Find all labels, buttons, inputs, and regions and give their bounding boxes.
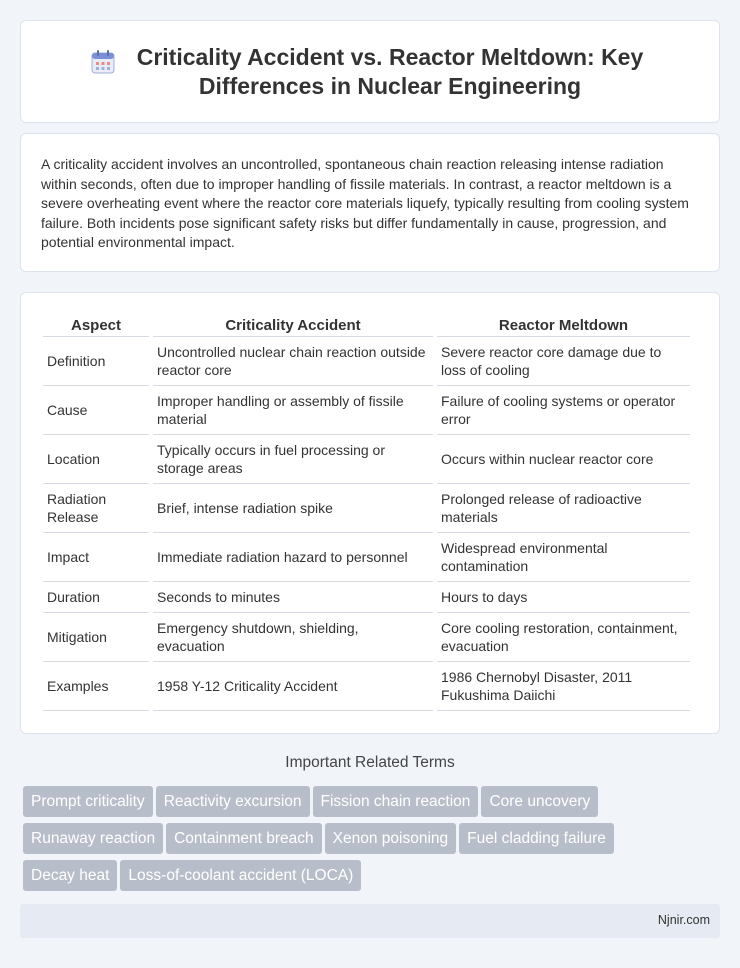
page-title: Criticality Accident vs. Reactor Meltdown: Key Differences in Nuclear Engineering bbox=[136, 43, 644, 99]
related-term-tag[interactable]: Core uncovery bbox=[481, 786, 598, 817]
related-term-tag[interactable]: Fuel cladding failure bbox=[459, 823, 614, 854]
table-row bbox=[43, 582, 690, 613]
table-row bbox=[43, 386, 690, 435]
criticality-cell: Immediate radiation hazard to personnel bbox=[153, 533, 433, 582]
aspect-cell: Impact bbox=[43, 533, 149, 582]
related-term-tag[interactable]: Containment breach bbox=[166, 823, 322, 854]
related-terms-title: Important Related Terms bbox=[285, 754, 455, 771]
meltdown-cell: Prolonged release of radioactive materials bbox=[437, 484, 690, 533]
table-header-row bbox=[43, 313, 690, 337]
aspect-cell: Radiation Release bbox=[43, 484, 149, 533]
table-row bbox=[43, 435, 690, 484]
related-term-tag[interactable]: Prompt criticality bbox=[23, 786, 153, 817]
table-row bbox=[43, 613, 690, 662]
calendar-icon bbox=[90, 49, 116, 75]
header-aspect: Aspect bbox=[43, 313, 149, 337]
aspect-cell: Cause bbox=[43, 386, 149, 435]
meltdown-cell: Occurs within nuclear reactor core bbox=[437, 435, 690, 484]
meltdown-cell: Failure of cooling systems or operator error bbox=[437, 386, 690, 435]
criticality-cell: Improper handling or assembly of fissile material bbox=[153, 386, 433, 435]
header-criticality: Criticality Accident bbox=[153, 313, 433, 337]
table-row bbox=[43, 662, 690, 711]
meltdown-cell: 1986 Chernobyl Disaster, 2011 Fukushima Daiichi bbox=[437, 662, 690, 711]
comparison-table bbox=[39, 313, 694, 711]
aspect-cell: Examples bbox=[43, 662, 149, 711]
criticality-cell: Typically occurs in fuel processing or storage areas bbox=[153, 435, 433, 484]
criticality-cell: Uncontrolled nuclear chain reaction outside reactor core bbox=[153, 337, 433, 386]
aspect-cell: Duration bbox=[43, 582, 149, 613]
related-terms-list bbox=[23, 786, 723, 897]
meltdown-cell: Hours to days bbox=[437, 582, 690, 613]
criticality-cell: 1958 Y-12 Criticality Accident bbox=[153, 662, 433, 711]
footer-brand[interactable]: Njnir.com bbox=[657, 913, 710, 927]
intro-card bbox=[20, 133, 720, 272]
header-meltdown: Reactor Meltdown bbox=[437, 313, 690, 337]
header-card bbox=[20, 20, 720, 123]
intro-paragraph: A criticality accident involves an uncontrolled, spontaneous chain reaction releasing intense radiation within seconds, often due to improper handling of fissile materials. In contrast, a reactor meltdown is a severe overheating event where the reactor core materials liquefy, typically resulting from cooling system failure. Both incidents pose significant safety risks but differ fundamentally in cause, progression, and potential environmental impact. bbox=[41, 156, 689, 250]
aspect-cell: Location bbox=[43, 435, 149, 484]
aspect-cell: Definition bbox=[43, 337, 149, 386]
aspect-cell: Mitigation bbox=[43, 613, 149, 662]
comparison-card bbox=[20, 292, 720, 734]
footer-bar bbox=[20, 904, 720, 938]
related-term-tag[interactable]: Loss-of-coolant accident (LOCA) bbox=[120, 860, 361, 891]
related-term-tag[interactable]: Reactivity excursion bbox=[156, 786, 310, 817]
meltdown-cell: Widespread environmental contamination bbox=[437, 533, 690, 582]
table-row bbox=[43, 533, 690, 582]
table-row bbox=[43, 484, 690, 533]
related-term-tag[interactable]: Runaway reaction bbox=[23, 823, 163, 854]
related-term-tag[interactable]: Fission chain reaction bbox=[313, 786, 479, 817]
meltdown-cell: Core cooling restoration, containment, evacuation bbox=[437, 613, 690, 662]
related-term-tag[interactable]: Xenon poisoning bbox=[325, 823, 457, 854]
table-row bbox=[43, 337, 690, 386]
criticality-cell: Seconds to minutes bbox=[153, 582, 433, 613]
meltdown-cell: Severe reactor core damage due to loss of cooling bbox=[437, 337, 690, 386]
criticality-cell: Brief, intense radiation spike bbox=[153, 484, 433, 533]
related-term-tag[interactable]: Decay heat bbox=[23, 860, 117, 891]
criticality-cell: Emergency shutdown, shielding, evacuation bbox=[153, 613, 433, 662]
